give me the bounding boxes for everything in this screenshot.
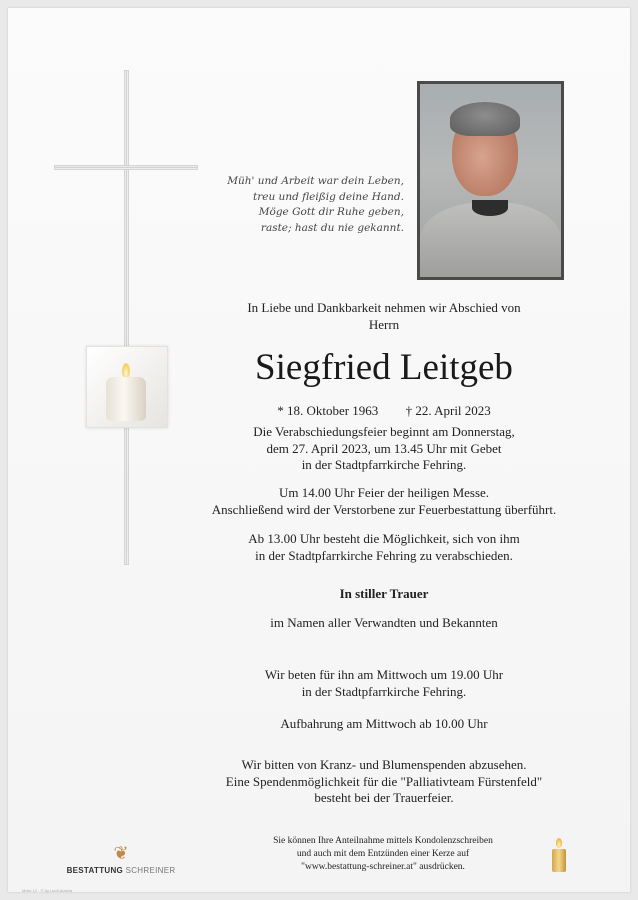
logo-text: [66, 866, 176, 875]
cross-horizontal-beam: [54, 165, 198, 170]
farewell-info: [206, 424, 562, 474]
farewell-line: in der Stadtpfarrkirche Fehring.: [301, 457, 467, 472]
candle-image: [86, 346, 168, 428]
life-dates: [206, 403, 562, 419]
condolence-info: [238, 835, 528, 874]
candle-icon: [551, 838, 567, 872]
funeral-home-logo: [66, 842, 176, 875]
mourning-subtitle: im Namen aller Verwandten und Bekannten: [270, 615, 498, 630]
condolence-line: "www.bestattung-schreiner.at" ausdrücken.: [301, 862, 465, 872]
portrait-collar: [472, 200, 508, 216]
intro-text: [206, 300, 562, 333]
intro-line: Herrn: [368, 316, 400, 332]
verse-line: Möge Gott dir Ruhe geben,: [258, 206, 404, 218]
cross-vertical-beam: [124, 70, 129, 565]
portrait-image: [420, 84, 561, 277]
prayer-line: in der Stadtpfarrkirche Fehring.: [301, 683, 467, 699]
candle-flame: [556, 838, 562, 848]
portrait-photo: [417, 81, 564, 280]
logo-text-part1: BESTATTUNG: [66, 866, 124, 875]
intro-line: In Liebe und Dankbarkeit nehmen wir Abschied von: [247, 300, 521, 315]
mourning-title: In stiller Trauer: [339, 586, 429, 601]
candle-body: [106, 377, 146, 421]
donation-line: Wir bitten von Kranz- und Blumenspenden abzusehen.: [241, 757, 527, 772]
memorial-verse: [208, 174, 404, 236]
verse-line: raste; hast du nie gekannt.: [260, 221, 404, 234]
condolence-line: und auch mit dem Entzünden einer Kerze auf: [296, 849, 470, 859]
laying-info: Aufbahrung am Mittwoch ab 10.00 Uhr: [280, 716, 488, 731]
donation-line: Eine Spendenmöglichkeit für die "Palliativteam Fürstenfeld": [225, 773, 543, 789]
verse-line: Müh' und Arbeit war dein Leben,: [227, 175, 404, 187]
condolence-line: Sie können Ihre Anteilnahme mittels Kondolenzschreiben: [273, 836, 493, 846]
donation-info: [206, 757, 562, 807]
candle-flame-icon: [122, 363, 130, 378]
leaf-icon: ❦: [113, 843, 129, 863]
deceased-name: Siegfried Leitgeb: [255, 347, 513, 388]
farewell-line: dem 27. April 2023, um 13.45 Uhr mit Gebet: [266, 440, 502, 456]
death-date: † 22. April 2023: [405, 403, 491, 418]
possibility-line: Ab 13.00 Uhr besteht die Möglichkeit, sich von ihm: [248, 531, 520, 546]
logo-text-part2: SCHREINER: [125, 866, 176, 875]
prayer-info: [206, 667, 562, 700]
farewell-possibility: [206, 531, 562, 564]
mass-line: Um 14.00 Uhr Feier der heiligen Messe.: [278, 485, 490, 500]
mass-line: Anschließend wird der Verstorbene zur Feuerbestattung überführt.: [211, 501, 557, 517]
prayer-line: Wir beten für ihn am Mittwoch um 19.00 Uhr: [264, 667, 504, 682]
verse-line: treu und fleißig deine Hand.: [253, 190, 404, 203]
farewell-line: Die Verabschiedungsfeier beginnt am Donnerstag,: [253, 424, 515, 439]
donation-line: besteht bei der Trauerfeier.: [314, 790, 454, 805]
mass-info: [206, 485, 562, 518]
possibility-line: in der Stadtpfarrkirche Fehring zu verabschieden.: [255, 547, 513, 563]
birth-date: * 18. Oktober 1963: [277, 403, 379, 418]
portrait-hair: [450, 102, 520, 136]
candle-base: [552, 849, 566, 872]
print-footer: Motiv 12 · © by Lindt Austria: [22, 888, 73, 893]
obituary-page: [8, 8, 630, 892]
